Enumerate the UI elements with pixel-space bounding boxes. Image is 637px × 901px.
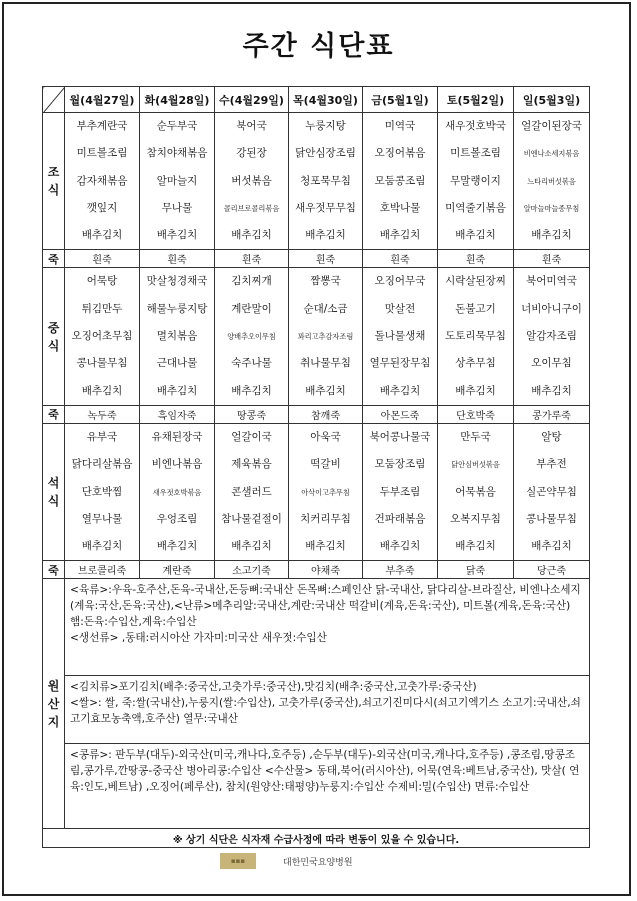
menu-item: 숙주나물 [231,357,272,370]
day-header: 목(4월30일) [289,87,363,113]
menu-item: 배추김치 [455,384,496,397]
menu-item: 닭안심장조림 [295,147,356,160]
menu-item: 두부조림 [379,485,421,498]
menu-item: 닭다리살볶음 [71,458,133,471]
menu-cell [363,423,438,560]
porridge-item: 아몬드죽 [363,405,438,423]
menu-cell [289,423,363,560]
day-header: 수(4월29일) [215,87,289,113]
menu-item: 배추김치 [156,229,198,242]
porridge-item: 녹두죽 [65,405,140,423]
menu-item: 참치야채볶음 [146,147,208,160]
menu-item: 돈불고기 [455,302,496,315]
porridge-item: 부추죽 [363,561,438,579]
menu-item: 해물누룽지탕 [146,302,208,315]
menu-item: 도토리묵무침 [445,330,506,343]
menu-item: 북어미역국 [526,275,577,288]
menu-item: 계란말이 [231,302,272,315]
porridge-row [43,405,590,423]
menu-item: 배추김치 [231,229,272,242]
menu-item: 콜리브로콜리볶음 [223,203,280,213]
page-title: 주간 식단표 [242,31,395,62]
menu-item: 북어콩나물국 [369,430,431,443]
menu-item: 배추김치 [531,229,572,242]
menu-item: 깻잎지 [86,201,118,214]
menu-item: 떡갈비 [310,458,341,471]
porridge-label: 죽 [43,405,65,423]
menu-cell [289,268,363,405]
meal-row [43,268,590,405]
porridge-item: 흰죽 [289,250,363,268]
menu-item: 부추계란국 [76,120,128,132]
menu-item: 닭안심버섯볶음 [451,460,500,470]
menu-item: 건파래볶음 [374,512,426,525]
menu-item: 순대/소금 [303,302,348,315]
menu-item: 오징어볶음 [374,147,426,160]
menu-item: 배추김치 [305,229,346,242]
menu-cell [215,113,289,250]
menu-cell [514,268,590,405]
menu-item: 새우젓호박국 [445,120,506,132]
porridge-label: 죽 [43,561,65,579]
day-header-row [43,87,590,113]
menu-item: 순두부국 [156,120,198,132]
porridge-item: 야채죽 [289,561,363,579]
porridge-item: 참깨죽 [289,405,363,423]
menu-item: 무나물 [161,201,193,214]
hospital-logo-icon: ▪▪▪ [220,853,256,869]
menu-item: 배추김치 [156,384,198,397]
meal-label: 중 식 [43,268,65,405]
menu-item: 오징어초무침 [71,330,133,343]
menu-item: 미트볼조림 [76,147,128,160]
menu-item: 비엔나소세지볶음 [523,149,580,159]
menu-item: 청포묵무침 [300,174,351,187]
origin-label: 원 산 지 [43,579,65,829]
menu-item: 알감자조림 [526,330,577,343]
menu-item: 콩나물무침 [526,512,577,525]
menu-item: 배추김치 [531,384,572,397]
menu-item: 아욱국 [310,430,341,443]
menu-item: 호박나물 [379,201,421,214]
porridge-item: 계란죽 [140,561,215,579]
meal-row [43,113,590,250]
menu-item: 멸치볶음 [156,330,198,343]
menu-item: 부추전 [536,458,567,471]
corner-cell [43,87,65,113]
menu-item: 맛살전 [384,302,416,315]
menu-cell [363,113,438,250]
menu-item: 유채된장국 [151,430,203,443]
menu-cell [65,268,140,405]
menu-cell [438,113,514,250]
menu-item: 알탕 [541,430,562,443]
menu-item: 열무나물 [81,512,123,525]
porridge-item: 흰죽 [140,250,215,268]
origin-beans-seafood: <콩류>: 판두부(대두)-외국산(미국,캐나다,호주등) ,순두부(대두)-외국산(미국,캐나다,호주등) ,콩조림,땅콩조림,콩가루,깐땅콩-중국산 병아리콩:수입산 <수산물> 동태,북어(러시아산), 어묵(연육:베트남,중국산), 맛살( 연육:인도,베트남) ,오징어(페루산), 참치(원양산:태평양)누룽지:수입산 수제비:밀(수입산) 면류:수입산 [65,744,590,829]
menu-item: 배추김치 [81,540,123,553]
porridge-item: 콩가루죽 [514,405,590,423]
menu-item: 참나물겉절이 [221,512,282,525]
menu-item: 알마늘지 [156,174,198,187]
porridge-item: 흰죽 [438,250,514,268]
menu-item: 꽈리고추감자조림 [297,332,354,342]
menu-item: 미역국 [384,120,416,132]
menu-item: 배추김치 [455,229,496,242]
menu-item: 돌나물생채 [374,330,426,343]
porridge-item: 소고기죽 [215,561,289,579]
menu-cell [289,113,363,250]
menu-item: 배추김치 [81,229,123,242]
menu-item: 상추무침 [455,357,496,370]
menu-item: 오복지무침 [450,512,501,525]
menu-item: 실곤약무침 [526,485,577,498]
origin-row [43,676,590,744]
porridge-row [43,561,590,579]
menu-cell [215,423,289,560]
menu-item: 비엔나볶음 [151,458,203,471]
menu-item: 단호박찜 [81,485,123,498]
menu-item: 배추김치 [379,229,421,242]
day-header: 일(5월3일) [514,87,590,113]
menu-item: 배추김치 [379,384,421,397]
porridge-item: 당근죽 [514,561,590,579]
menu-item: 얼갈이된장국 [521,120,582,132]
porridge-item: 브로콜리죽 [65,561,140,579]
menu-cell [514,113,590,250]
menu-item: 짬뽕국 [310,275,341,288]
menu-item: 배추김치 [81,384,123,397]
menu-item: 배추김치 [455,540,496,553]
menu-item: 배추김치 [231,540,272,553]
porridge-item: 단호박죽 [438,405,514,423]
porridge-item: 흰죽 [65,250,140,268]
hospital-name: 대한민국요양병원 [283,858,353,868]
menu-item: 무말랭이지 [450,174,501,187]
menu-cell [438,268,514,405]
menu-cell [140,268,215,405]
menu-item: 모둠장조림 [374,458,426,471]
origin-row [43,744,590,829]
menu-cell [215,268,289,405]
menu-item: 배추김치 [305,540,346,553]
porridge-item: 땅콩죽 [215,405,289,423]
menu-item: 배추김치 [305,384,346,397]
menu-item: 미역줄기볶음 [445,201,506,214]
menu-table [42,86,590,848]
menu-cell [438,423,514,560]
day-header: 금(5월1일) [363,87,438,113]
menu-item: 새우젓무무침 [295,201,356,214]
notice-text: ※ 상기 식단은 식자재 수급사정에 따라 변동이 있을 수 있습니다. [43,829,590,848]
menu-item: 배추김치 [231,384,272,397]
menu-item: 북어국 [236,120,267,132]
menu-item: 치커리무침 [300,512,351,525]
origin-kimchi-rice: <김치류>포기김치(배추:중국산,고춧가루:중국산),맛김치(배추:중국산,고춧가루:중국산) <쌀>: 쌀, 죽:쌀(국내산),누룽지(쌀:수입산), 고춧가루(중국산),쇠고기진미다시(쇠고기엑기스 소고기:국내산,쇠고기효모농축액,호주산) 열무:국내산 [65,676,590,744]
origin-meat-fish: <육류>:우육-호주산,돈육-국내산,돈등뼈:국내산 돈목뼈:스페인산 닭-국내산, 닭다리살-브라질산, 비엔나소세지 (계육:국산,돈육:국산),<난류>메추리알:국내산,계란:국내산 떡갈비(계육,돈육:국산), 미트볼(계육,돈육:국산) 햄:돈육:수입산,계육:수입산 <생선류> ,동태:러시아산 가자미:미국산 새우젓:수입산 [65,579,590,676]
menu-item: 알마늘마늘종무침 [523,203,580,213]
menu-item: 콘샐러드 [231,485,272,498]
menu-item: 튀김만두 [81,302,123,315]
day-header: 토(5월2일) [438,87,514,113]
menu-item: 어묵볶음 [455,485,496,498]
porridge-item: 흰죽 [215,250,289,268]
menu-item: 제육볶음 [231,458,272,471]
porridge-item: 흑임자죽 [140,405,215,423]
menu-cell [140,113,215,250]
meal-row [43,423,590,560]
day-header: 월(4월27일) [65,87,140,113]
menu-item: 새우젓호박볶음 [152,487,202,497]
menu-item: 강된장 [236,147,267,160]
menu-item: 김치찌개 [231,275,272,288]
menu-item: 누룽지탕 [305,120,346,132]
meal-label: 석 식 [43,423,65,560]
menu-cell [65,423,140,560]
menu-cell [363,268,438,405]
menu-cell [514,423,590,560]
menu-item: 아삭이고추무침 [301,487,350,497]
menu-cell [65,113,140,250]
menu-item: 모둠콩조림 [374,174,426,187]
menu-item: 감자채볶음 [76,174,128,187]
origin-row [43,579,590,676]
menu-item: 취나물무침 [300,357,351,370]
menu-item: 시락살된장찌 [445,275,506,288]
menu-item: 양배추오이무침 [227,332,276,342]
menu-item: 만두국 [460,430,491,443]
menu-item: 맛살청경채국 [146,275,208,288]
menu-item: 오이무침 [531,357,572,370]
porridge-row [43,250,590,268]
porridge-item: 닭죽 [438,561,514,579]
menu-item: 버섯볶음 [231,174,272,187]
menu-cell [140,423,215,560]
menu-item: 얼갈이국 [231,430,272,443]
menu-item: 열무된장무침 [369,357,431,370]
menu-item: 콩나물무침 [76,357,128,370]
menu-item: 미트볼조림 [450,147,501,160]
day-header: 화(4월28일) [140,87,215,113]
menu-item: 근대나물 [156,357,198,370]
menu-item: 느타리버섯볶음 [527,176,576,186]
meal-label: 조 식 [43,113,65,250]
footer [0,853,637,871]
menu-item: 너비아니구이 [521,302,582,315]
menu-item: 배추김치 [379,540,421,553]
menu-item: 배추김치 [156,540,198,553]
menu-item: 우엉조림 [156,512,198,525]
menu-item: 배추김치 [531,540,572,553]
porridge-item: 흰죽 [363,250,438,268]
porridge-label: 죽 [43,250,65,268]
menu-item: 오징어무국 [374,275,426,288]
menu-item: 유부국 [86,430,118,443]
menu-item: 어묵탕 [86,275,118,288]
porridge-item: 흰죽 [514,250,590,268]
